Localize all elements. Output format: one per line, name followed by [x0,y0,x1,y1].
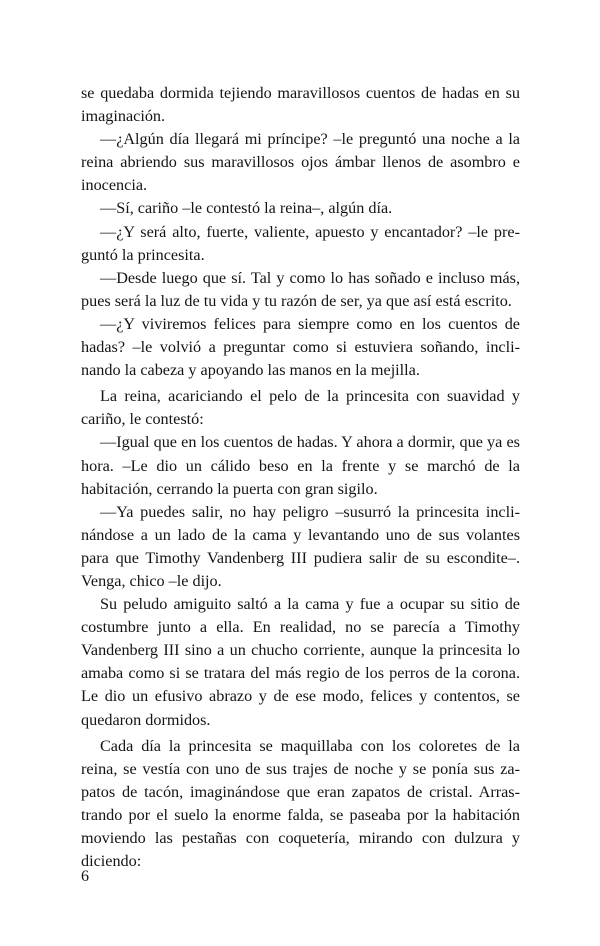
paragraph: La reina, acariciando el pelo de la princesita con suavidad y cariño, le contestó: [81,387,520,429]
paragraph: —Desde luego que sí. Tal y como lo has soñado e incluso más, pues será la luz de tu vida y tu razón de ser, ya que así está escrito. [81,268,520,310]
paragraph: Cada día la princesita se maquillaba con los coloretes de la reina, se vestía con uno de sus trajes de noche y se ponía sus zapatos de tacón, imaginándose que eran zapatos de cristal. Arrastrando por el suelo la enorme falda, se paseaba por la habitación moviendo las pestañas con coquetería, mirando con dulzura y diciendo: [81,736,520,871]
paragraph: —Igual que en los cuentos de hadas. Y ahora a dormir, que ya es hora. –Le dio un cálido beso en la frente y se marchó de la habitación, cerrando la puerta con gran sigilo. [81,433,520,498]
page-number: 6 [81,868,89,885]
paragraph: —¿Y será alto, fuerte, valiente, apuesto y encantador? –le preguntó la princesita. [81,222,520,264]
paragraph: —¿Y viviremos felices para siempre como en los cuentos de hadas? –le volvió a preguntar como si estuviera soñando, inclinando la cabeza y apoyando las manos en la mejilla. [81,314,520,380]
paragraph: Su peludo amiguito saltó a la cama y fue a ocupar su sitio de costumbre junto a ella. En realidad, no se parecía a Timothy Vandenberg III sino a un chucho corriente, aunque la princesita lo amaba como si se tratara del más regio de los perros de la corona. Le dio un efusivo abrazo y de ese modo, felices y contentos, se quedaron dormidos. [81,595,520,729]
paragraph: —Ya puedes salir, no hay peligro –susurró la princesita inclinándose a un lado de la cama y levantando uno de sus volantes para que Timothy Vandenberg III pudiera salir de su escondite–. Venga, chico –le dijo. [81,502,520,590]
paragraph: se quedaba dormida tejiendo maravillosos cuentos de hadas en su imaginación. [81,84,520,126]
paragraph: —¿Algún día llegará mi príncipe? –le preguntó una noche a la reina abriendo sus maravillosos ojos ámbar llenos de asombro e inocencia. [81,130,520,195]
paragraph: —Sí, cariño –le contestó la reina–, algún día. [100,199,393,218]
body-text [81,82,520,873]
